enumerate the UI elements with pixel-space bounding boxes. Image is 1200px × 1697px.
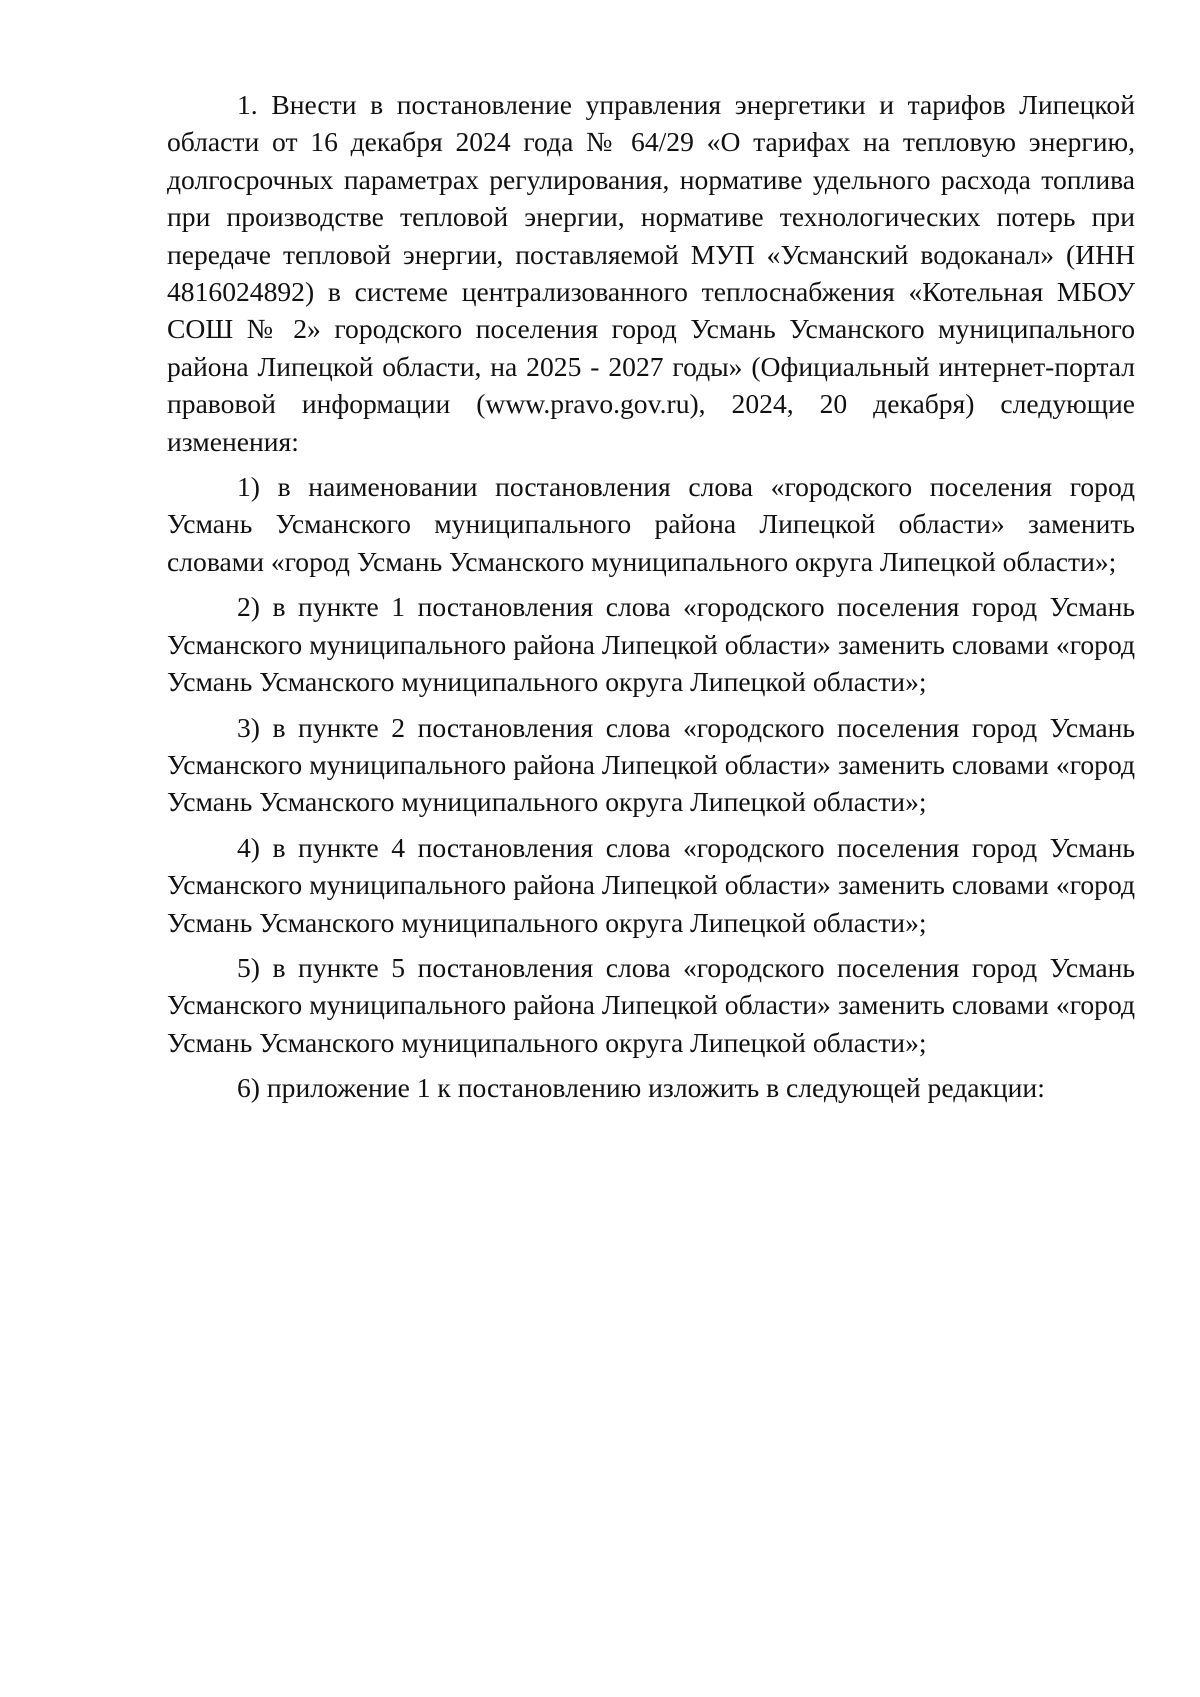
paragraph-subitem-4: 4) в пункте 4 постановления слова «городского поселения город Усмань Усманского муниципального района Липецкой области» заменить словами «город Усмань Усманского муниципального округа Липецкой области»;	[167, 831, 1135, 938]
paragraph-subitem-6: 6) приложение 1 к постановлению изложить в следующей редакции:	[237, 1072, 1045, 1104]
paragraph-subitem-3: 3) в пункте 2 постановления слова «городского поселения город Усмань Усманского муниципального района Липецкой области» заменить словами «город Усмань Усманского муниципального округа Липецкой области»;	[167, 711, 1135, 818]
paragraph-subitem-5: 5) в пункте 5 постановления слова «городского поселения город Усмань Усманского муниципального района Липецкой области» заменить словами «город Усмань Усманского муниципального округа Липецкой области»;	[167, 951, 1135, 1058]
paragraph-subitem-2: 2) в пункте 1 постановления слова «городского поселения город Усмань Усманского муниципального района Липецкой области» заменить словами «город Усмань Усманского муниципального округа Липецкой области»;	[167, 591, 1135, 698]
paragraph-item-1: 1. Внести в постановление управления энергетики и тарифов Липецкой области от 16 декабря 2024 года № 64/29 «О тарифах на тепловую энергию, долгосрочных параметрах регулирования, нормативе удельного расхода топлива при производстве тепловой энергии, нормативе технологических потерь при передаче тепловой энергии, поставляемой МУП «Усманский водоканал» (ИНН 4816024892) в системе централизованного теплоснабжения «Котельная МБОУ СОШ № 2» городского поселения город Усмань Усманского муниципального района Липецкой области, на 2025 - 2027 годы» (Официальный интернет-портал правовой информации (www.pravo.gov.ru), 2024, 20 декабря) следующие изменения:	[167, 89, 1135, 457]
document-body	[167, 86, 1135, 1107]
paragraph-subitem-1: 1) в наименовании постановления слова «городского поселения город Усмань Усманского муниципального района Липецкой области» заменить словами «город Усмань Усманского муниципального округа Липецкой области»;	[167, 471, 1135, 577]
